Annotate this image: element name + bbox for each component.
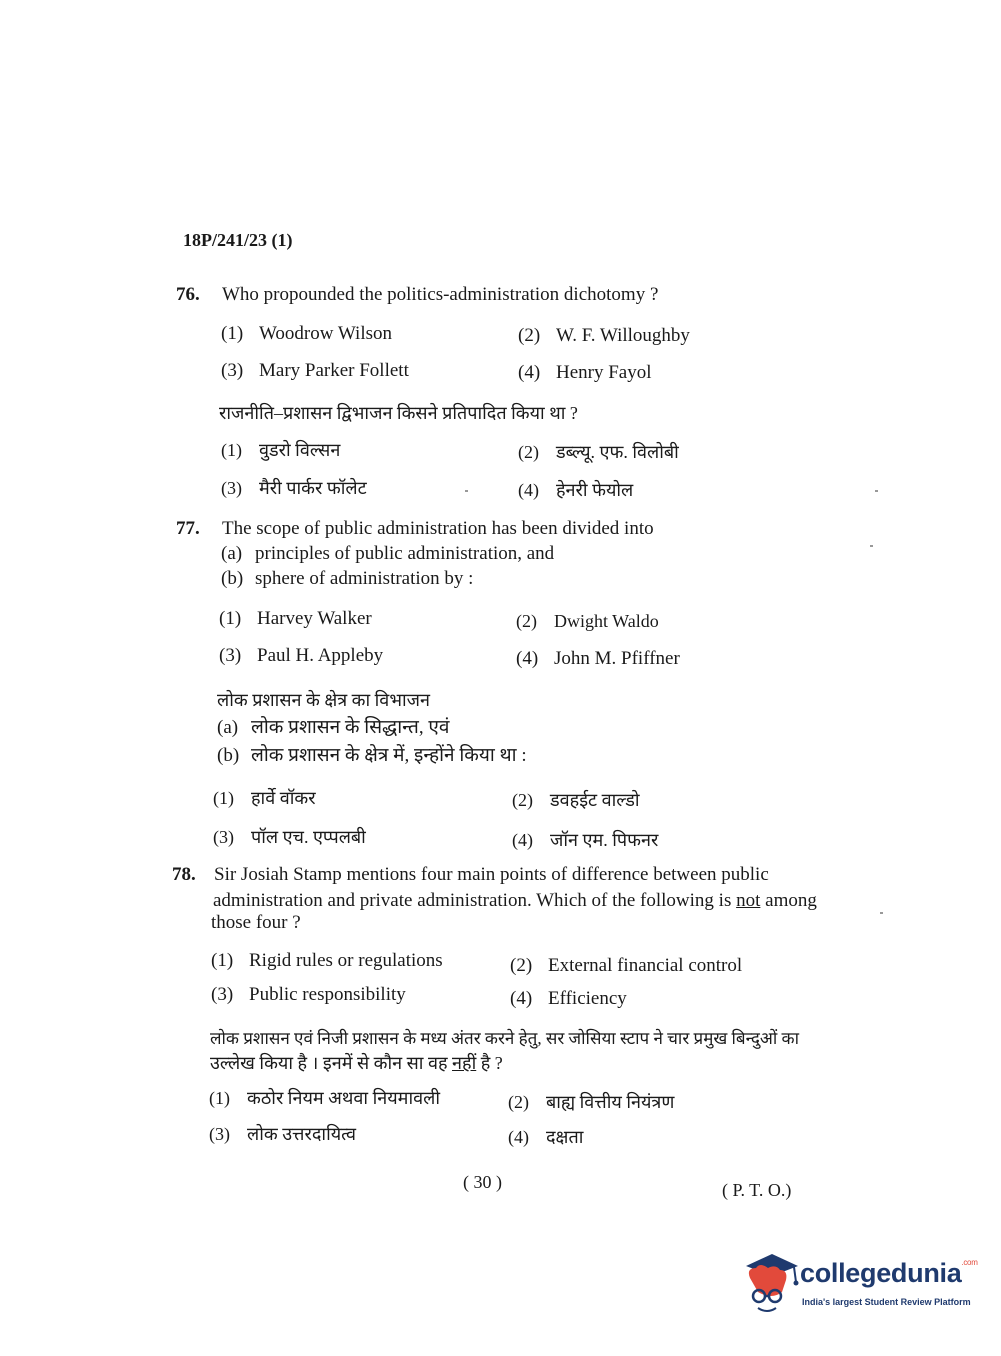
question-text-en-line1: Sir Josiah Stamp mentions four main points of difference between public [214,864,769,885]
question-78 [172,864,769,886]
question-text-hi: राजनीति–प्रशासन द्विभाजन किसने प्रतिपादित किया था ? [219,403,578,423]
scan-speck [875,490,878,492]
option-en: (2) External financial control [510,955,743,976]
option-hi: (3) मैरी पार्कर फॉलेट [221,478,367,498]
option-en: (1) Rigid rules or regulations [211,950,443,971]
logo-wordmark: collegedunia$^{.com}$ [800,1258,978,1288]
question-number: 77. [176,518,200,539]
option-hi: (2) डब्ल्यू. एफ. विलोबी [518,442,679,462]
option-hi: (2) बाह्य वित्तीय नियंत्रण [508,1092,675,1112]
question-text-en-line2: administration and private administration. Which of the following is not among [213,890,817,911]
sub-item-hi: (b) लोक प्रशासन के क्षेत्र में, इन्होंने किया था : [217,745,527,766]
pto-marker: ( P. T. O.) [722,1180,792,1200]
option-en: (3) Mary Parker Follett [221,360,409,381]
question-text-hi: लोक प्रशासन के क्षेत्र का विभाजन [217,690,430,710]
collegedunia-logo[interactable] [742,1252,978,1318]
page-number: ( 30 ) [463,1172,502,1192]
question-text-en: The scope of public administration has been divided into [222,518,654,539]
question-number: 78. [172,864,196,885]
sub-item-hi: (a) लोक प्रशासन के सिद्धान्त, एवं [217,717,450,738]
option-en: (1) Woodrow Wilson [221,323,392,344]
question-76 [176,284,658,306]
sub-item-en: (a) principles of public administration, and [221,543,555,564]
option-hi: (1) वुडरो विल्सन [221,440,341,460]
option-en: (2) W. F. Willoughby [518,325,690,346]
option-hi: (4) हेनरी फेयोल [518,480,634,500]
emphasis-not: not [736,890,761,911]
option-hi: (1) हार्वे वॉकर [213,788,316,808]
question-text-en: Who propounded the politics-administration dichotomy ? [222,284,659,305]
option-hi: (3) लोक उत्तरदायित्व [209,1124,356,1144]
option-hi: (3) पॉल एच. एप्पलबी [213,827,366,847]
emphasis-not-hi: नहीं [452,1053,477,1073]
question-text-hi-line1: लोक प्रशासन एवं निजी प्रशासन के मध्य अंतर करने हेतु, सर जोसिया स्टाप ने चार प्रमुख बिन्दुओं का [210,1029,799,1048]
scan-speck [880,912,883,914]
logo-tagline: India's largest Student Review Platform [802,1297,971,1307]
question-text-en-line3: those four ? [211,912,301,933]
scan-speck [870,545,873,547]
question-text-hi-line2: उल्लेख किया है । इनमें से कौन सा वह नहीं है ? [210,1053,503,1073]
sub-item-en: (b) sphere of administration by : [221,568,474,589]
option-hi: (4) दक्षता [508,1127,584,1147]
option-en: (4) Efficiency [510,988,627,1009]
option-en: (4) Henry Fayol [518,362,652,383]
question-number: 76. [176,284,200,305]
option-en: (3) Public responsibility [211,984,406,1005]
option-en: (1) Harvey Walker [219,608,372,629]
graduate-mascot-icon [742,1252,800,1318]
option-hi: (2) डवहईट वाल्डो [512,790,640,810]
option-en: (2) Dwight Waldo [516,611,659,631]
scan-speck [465,490,468,492]
option-hi: (4) जॉन एम. पिफनर [512,830,659,850]
option-hi: (1) कठोर नियम अथवा नियमावली [209,1088,440,1108]
option-en: (4) John M. Pfiffner [516,648,680,669]
option-en: (3) Paul H. Appleby [219,645,384,666]
paper-code: 18P/241/23 (1) [183,230,293,250]
question-77 [176,518,654,540]
